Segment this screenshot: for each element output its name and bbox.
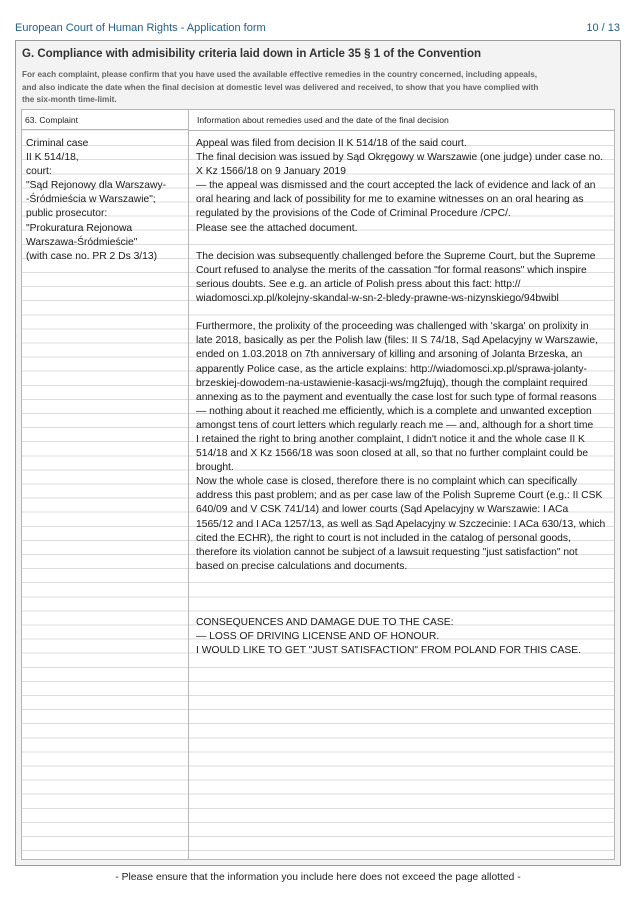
remedies-line: The decision was subsequently challenged before the Supreme Court, but the Supreme — [196, 250, 596, 262]
remedies-line: X Kz 1566/18 on 9 January 2019 — [196, 166, 346, 178]
remedies-line: ended on 1.03.2018 on 7th anniversary of killing and arsoning of Jolanta Brzeska, an — [196, 349, 583, 361]
intro-line: For each complaint, please confirm that you have used the available effective remedies in the country concerned, including appeals, — [22, 70, 538, 79]
remedies-line: CONSEQUENCES AND DAMAGE DUE TO THE CASE: — [196, 617, 454, 629]
complaint-line: (with case no. PR 2 Ds 3/13) — [26, 250, 158, 262]
remedies-line: I retained the right to bring another complaint, I didn't notice it and the whole case II K — [196, 433, 585, 445]
remedies-line: serious doubts. See e.g. an article of Polish press about this fact: http:// — [196, 278, 521, 290]
page-number: 10 / 13 — [586, 22, 620, 34]
intro-line: the six-month time-limit. — [22, 95, 117, 104]
column-divider — [188, 110, 189, 859]
remedies-line: amongst tens of court letters which regularly reach me — and, although for a short time — [196, 419, 594, 431]
remedies-line: address this past problem; and as per case law of the Polish Supreme Court (e.g.: II CSK — [196, 490, 603, 502]
remedies-field[interactable] — [196, 137, 614, 658]
remedies-line: Court refused to analyse the merits of the cassation "for formal reasons" which inspire — [196, 264, 587, 276]
complaint-line: court: — [26, 166, 52, 178]
remedies-line: cited the ECHR), the right to court is not included in the catalog of personal goods, — [196, 532, 571, 544]
section-intro — [22, 69, 616, 107]
complaint-line: Warszawa-Śródmieście" — [26, 236, 138, 248]
remedies-line: brought. — [196, 462, 234, 474]
remedies-line: — LOSS OF DRIVING LICENSE AND OF HONOUR. — [196, 631, 440, 643]
remedies-line: therefore its violation cannot be subject of a lawsuit requesting "just satisfaction" not — [196, 546, 578, 558]
remedies-line: Appeal was filed from decision II K 514/18 of the said court. — [196, 138, 467, 149]
remedies-line: The final decision was issued by Sąd Okręgowy w Warszawie (one judge) under case no. — [196, 152, 604, 164]
remedies-line: wiadomosci.xp.pl/kolejny-skandal-w-sn-2-bledy-prawne-ws-nizynskiego/94bwibl — [196, 293, 559, 305]
complaint-line: "Sąd Rejonowy dla Warszawy- — [26, 180, 167, 192]
remedies-line: oral hearing and lack of possibility for me to examine witnesses on an oral hearing as — [196, 194, 584, 206]
remedies-line: annexing as to the payment and eventually the case lost for such type of formal reasons — [196, 391, 597, 403]
remedies-column-header: Information about remedies used and the date of the final decision — [189, 110, 614, 131]
complaint-line: "Prokuratura Rejonowa — [26, 222, 133, 234]
remedies-line: — nothing about it reached me efficiently, which is a complete and unwanted exception — [196, 405, 592, 417]
remedies-line: regulated by the provisions of the Code of Criminal Procedure /CPC/. — [196, 208, 511, 220]
page-footer-note: - Please ensure that the information you include here does not exceed the page allotted - — [115, 872, 521, 883]
remedies-line: 640/09 and V CSK 741/14) and lower courts (Sąd Apelacyjny w Warszawie: I ACa — [196, 504, 569, 516]
intro-line: and also indicate the date when the final decision at domestic level was delivered and received, to show that you have complied with — [22, 82, 539, 92]
complaint-line: -Śródmieścia w Warszawie"; — [26, 194, 156, 206]
remedies-line: Please see the attached document. — [196, 222, 358, 234]
remedies-line: 1565/12 and I ACa 1257/13, as well as Sąd Apelacyjny w Szczecinie: I ACa 630/13, which — [196, 518, 606, 530]
remedies-line: apparently Police case, as the article explains: http://wiadomosci.xp.pl/sprawa-jolanty- — [196, 363, 587, 375]
remedies-line: based on precise calculations and documents. — [196, 560, 408, 572]
section-g-frame — [15, 40, 621, 866]
remedies-line: Furthermore, the prolixity of the proceeding was challenged with 'skarga' on prolixity in — [196, 321, 589, 333]
form-title: European Court of Human Rights - Application form — [15, 22, 266, 34]
remedies-line: Now the whole case is closed, therefore there is no complaint which can specifically — [196, 476, 578, 488]
remedies-line: late 2018, basically as per the Polish law (files: II S 74/18, Sąd Apelacyjny w Warszawie, — [196, 335, 598, 347]
section-title: G. Compliance with admisibility criteria laid down in Article 35 § 1 of the Convention — [22, 48, 482, 60]
complaints-table — [21, 109, 615, 860]
complaint-line: public prosecutor: — [26, 208, 108, 220]
remedies-line: 514/18 and X Kz 1566/18 was soon closed at all, so that no further complaint could be — [196, 448, 589, 460]
complaint-line: Criminal case — [26, 138, 89, 149]
complaint-line: II K 514/18, — [26, 152, 79, 164]
complaint-column-header: 63. Complaint — [22, 110, 188, 130]
remedies-line: I WOULD LIKE TO GET "JUST SATISFACTION" FROM POLAND FOR THIS CASE. — [196, 645, 581, 657]
complaint-field[interactable] — [26, 137, 184, 264]
remedies-line: brzeskiej-dowodem-na-ustawienie-kasacji-ws/mg2fujq), though the complaint required — [196, 377, 588, 389]
remedies-line: — the appeal was dismissed and the court accepted the lack of evidence and lack of an — [196, 180, 596, 192]
